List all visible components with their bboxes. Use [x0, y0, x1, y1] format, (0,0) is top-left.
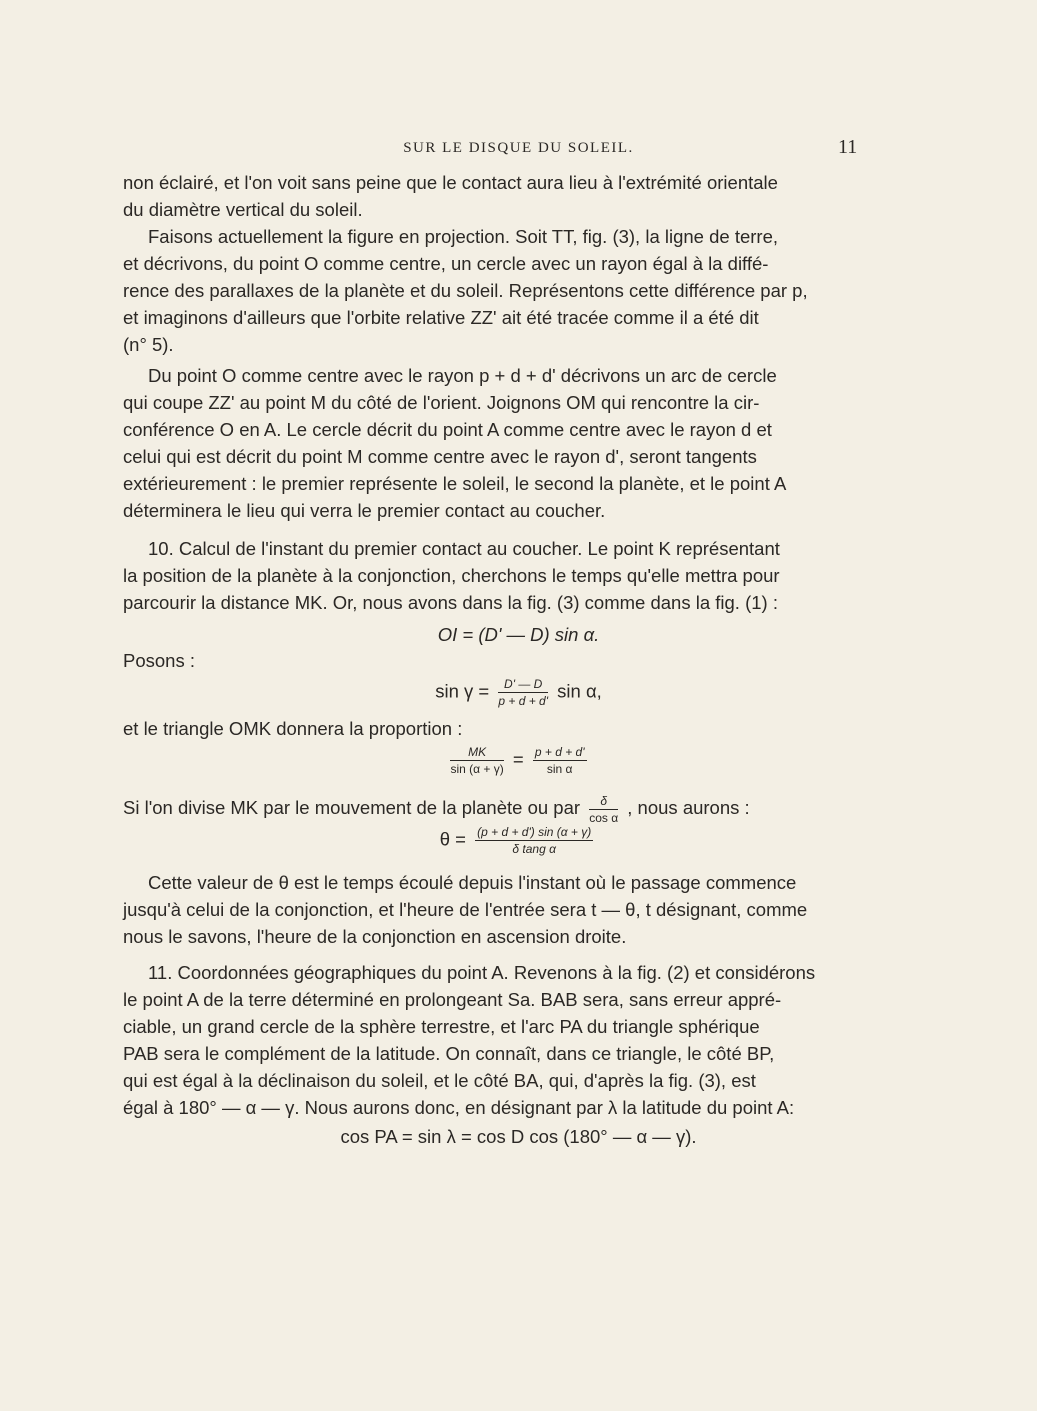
- fraction: [533, 746, 587, 775]
- text-line: jusqu'à celui de la conjonction, et l'heure de l'entrée sera t — θ, t désignant, comme: [123, 899, 808, 920]
- numerator: D' — D: [498, 678, 548, 693]
- text-line: Faisons actuellement la figure en projection. Soit TT, fig. (3), la ligne de terre,: [148, 226, 779, 247]
- text-line: extérieurement : le premier représente le soleil, le second la planète, et le point A: [123, 473, 787, 494]
- text-line: nous le savons, l'heure de la conjonction en ascension droite.: [123, 926, 627, 947]
- page-number: 11: [838, 136, 858, 158]
- text-line: déterminera le lieu qui verra le premier contact au coucher.: [123, 500, 606, 521]
- text-line: qui coupe ZZ' au point M du côté de l'orient. Joignons OM qui rencontre la cir-: [123, 392, 760, 413]
- fraction: [589, 795, 618, 824]
- equation-part: =: [512, 748, 524, 770]
- text-line: parcourir la distance MK. Or, nous avons dans la fig. (3) comme dans la fig. (1) :: [123, 592, 778, 613]
- text-line: rence des parallaxes de la planète et du soleil. Représentons cette différence par p,: [123, 280, 808, 301]
- numerator: p + d + d': [534, 745, 585, 759]
- text-line: le point A de la terre déterminé en prolongeant Sa. BAB sera, sans erreur appré-: [123, 989, 782, 1010]
- text-line: Du point O comme centre avec le rayon p + d + d' décrivons un arc de cercle: [148, 365, 777, 386]
- numerator: (p + d + d') sin (α + γ): [477, 825, 592, 839]
- equation-cos-pa: cos PA = sin λ = cos D cos (180° — α — γ).: [340, 1126, 697, 1147]
- numerator: δ: [589, 795, 618, 810]
- denominator: sin (α + γ): [450, 762, 504, 776]
- text-line: (n° 5).: [123, 334, 174, 355]
- fraction: [450, 746, 503, 775]
- text-line: la position de la planète à la conjonction, cherchons le temps qu'elle mettra pour: [123, 565, 780, 586]
- text-line: conférence O en A. Le cercle décrit du point A comme centre avec le rayon d et: [123, 419, 772, 440]
- text-line: celui qui est décrit du point M comme centre avec le rayon d', seront tangents: [123, 446, 757, 467]
- text-line: égal à 180° — α — γ. Nous aurons donc, en désignant par λ la latitude du point A:: [123, 1097, 795, 1118]
- equation-proportion: [0, 746, 1037, 782]
- text-line: non éclairé, et l'on voit sans peine que le contact aura lieu à l'extrémité orientale: [123, 172, 778, 193]
- fraction: [475, 826, 593, 855]
- equation-oi: OI = (D' — D) sin α.: [437, 624, 600, 645]
- text-line: qui est égal à la déclinaison du soleil, et le côté BA, qui, d'après la fig. (3), est: [123, 1070, 756, 1091]
- equation-sin-gamma: [0, 678, 1037, 718]
- fraction: [498, 678, 548, 707]
- text-line: Cette valeur de θ est le temps écoulé depuis l'instant où le passage commence: [148, 872, 797, 893]
- denominator: sin α: [546, 762, 573, 776]
- denominator: δ tang α: [512, 842, 556, 856]
- text-line: et le triangle OMK donnera la proportion :: [123, 718, 463, 739]
- denominator: cos α: [589, 810, 619, 825]
- text-line: Posons :: [123, 650, 195, 671]
- text-line: et imaginons d'ailleurs que l'orbite relative ZZ' ait été tracée comme il a été dit: [123, 307, 759, 328]
- text-line: ciable, un grand cercle de la sphère terrestre, et l'arc PA du triangle sphérique: [123, 1016, 760, 1037]
- text-part: , nous aurons :: [627, 797, 750, 818]
- section-10-heading-line: 10. Calcul de l'instant du premier contact au coucher. Le point K représentant: [148, 538, 780, 559]
- denominator: p + d + d': [498, 694, 549, 708]
- equation-part: sin α,: [557, 680, 602, 702]
- text-line-with-fraction: [123, 790, 923, 826]
- text-part: Si l'on divise MK par le mouvement de la planète ou par: [123, 797, 581, 818]
- equation-part: θ =: [439, 828, 466, 850]
- text-line: du diamètre vertical du soleil.: [123, 199, 363, 220]
- running-title: SUR LE DISQUE DU SOLEIL.: [403, 140, 634, 156]
- numerator: MK: [450, 746, 503, 761]
- text-line: et décrivons, du point O comme centre, un cercle avec un rayon égal à la diffé-: [123, 253, 769, 274]
- equation-theta: [0, 826, 1037, 864]
- section-11-heading-line: 11. Coordonnées géographiques du point A. Revenons à la fig. (2) et considérons: [148, 962, 816, 983]
- equation-part: sin γ =: [435, 680, 490, 702]
- text-line: PAB sera le complément de la latitude. On connaît, dans ce triangle, le côté BP,: [123, 1043, 775, 1064]
